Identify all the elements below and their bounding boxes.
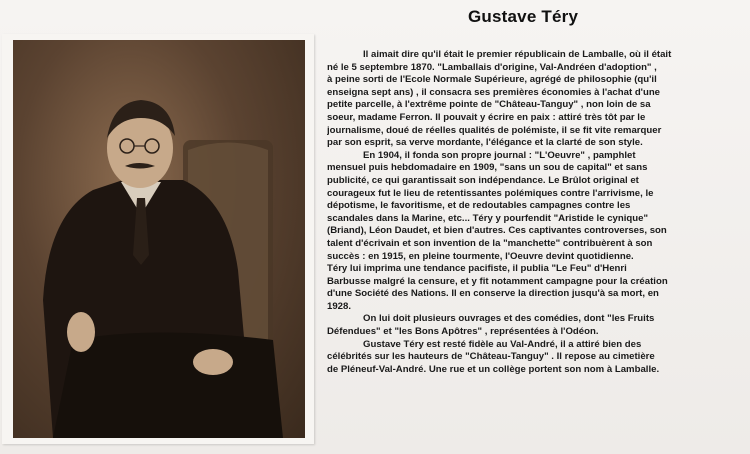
text-line: Téry lui imprima une tendance pacifiste, il publia "Le Feu" d'Henri (327, 263, 627, 275)
text-line: publicité, ce qui garantissait son indépendance. Le Brûlot original et (327, 174, 639, 186)
text-line: petite parcelle, à l'extrême pointe de "Château-Tanguy" , non loin de sa (327, 99, 651, 111)
text-line: d'une Société des Nations. Il en conserve la direction jusqu'à sa mort, en (327, 288, 659, 300)
text-line: de Pléneuf-Val-André. Une rue et un collège portent son nom à Lamballe. (327, 363, 660, 375)
text-line: Défendues" et "les Bons Apôtres" , représentées à l'Odéon. (327, 326, 599, 338)
text-line: Il aimait dire qu'il était le premier républicain de Lamballe, où il était (363, 49, 672, 60)
text-line: journalisme, doué de réelles qualités de polémiste, il se fit vite remarquer (327, 124, 662, 136)
text-line: En 1904, il fonda son propre journal : "L'Oeuvre" , pamphlet (363, 149, 636, 161)
text-line: célébrités sur les hauteurs de "Château-Tanguy" . Il repose au cimetière (327, 351, 655, 363)
portrait-illustration (13, 40, 305, 438)
portrait-photo (13, 40, 305, 438)
biography-text (327, 49, 737, 376)
text-line: scandales dans la Marine, etc... Téry y pourfendit "Aristide le cynique" (327, 212, 648, 224)
text-line: Barbusse malgré la censure, et y fit notamment campagne pour la création (327, 275, 668, 287)
text-line: courageux fut le lieu de retentissantes polémiques contre l'arrivisme, le (327, 187, 654, 199)
text-line: (Briand), Léon Daudet, et bien d'autres. Ces captivantes controverses, son (327, 225, 667, 237)
text-line: 1928. (327, 300, 352, 312)
text-line: soeur, madame Ferron. Il pouvait y écrire en paix : attiré très tôt par le (327, 111, 646, 123)
text-line: mensuel puis hebdomadaire en 1909, "sans un sou de capital" et sans (327, 162, 648, 174)
page-title: Gustave Téry (468, 7, 579, 26)
text-line: dépotisme, le favoritisme, et de redoutables campagnes contre les (327, 200, 631, 212)
text-line: On lui doit plusieurs ouvrages et des comédies, dont "les Fruits (363, 313, 655, 325)
text-line: né le 5 septembre 1870. "Lamballais d'origine, Val-Andréen d'adoption" , (327, 61, 657, 73)
photo-frame (2, 34, 314, 444)
text-line: succès : en 1915, en pleine tourmente, l'Oeuvre devint quotidienne. (327, 250, 634, 262)
text-line: enseigna sept ans) , il consacra ses premières économies à l'achat d'une (327, 86, 661, 98)
text-line: par son esprit, sa verve mordante, l'élégance et la clarté de son style. (327, 137, 643, 149)
text-line: talent d'écrivain et son invention de la "manchette" contribuèrent à son (327, 237, 653, 249)
text-line: Gustave Téry est resté fidèle au Val-André, il a attiré bien des (363, 338, 642, 350)
text-line: à peine sorti de l'Ecole Normale Supérieure, agrégé de philosophie (qu'il (327, 74, 657, 86)
